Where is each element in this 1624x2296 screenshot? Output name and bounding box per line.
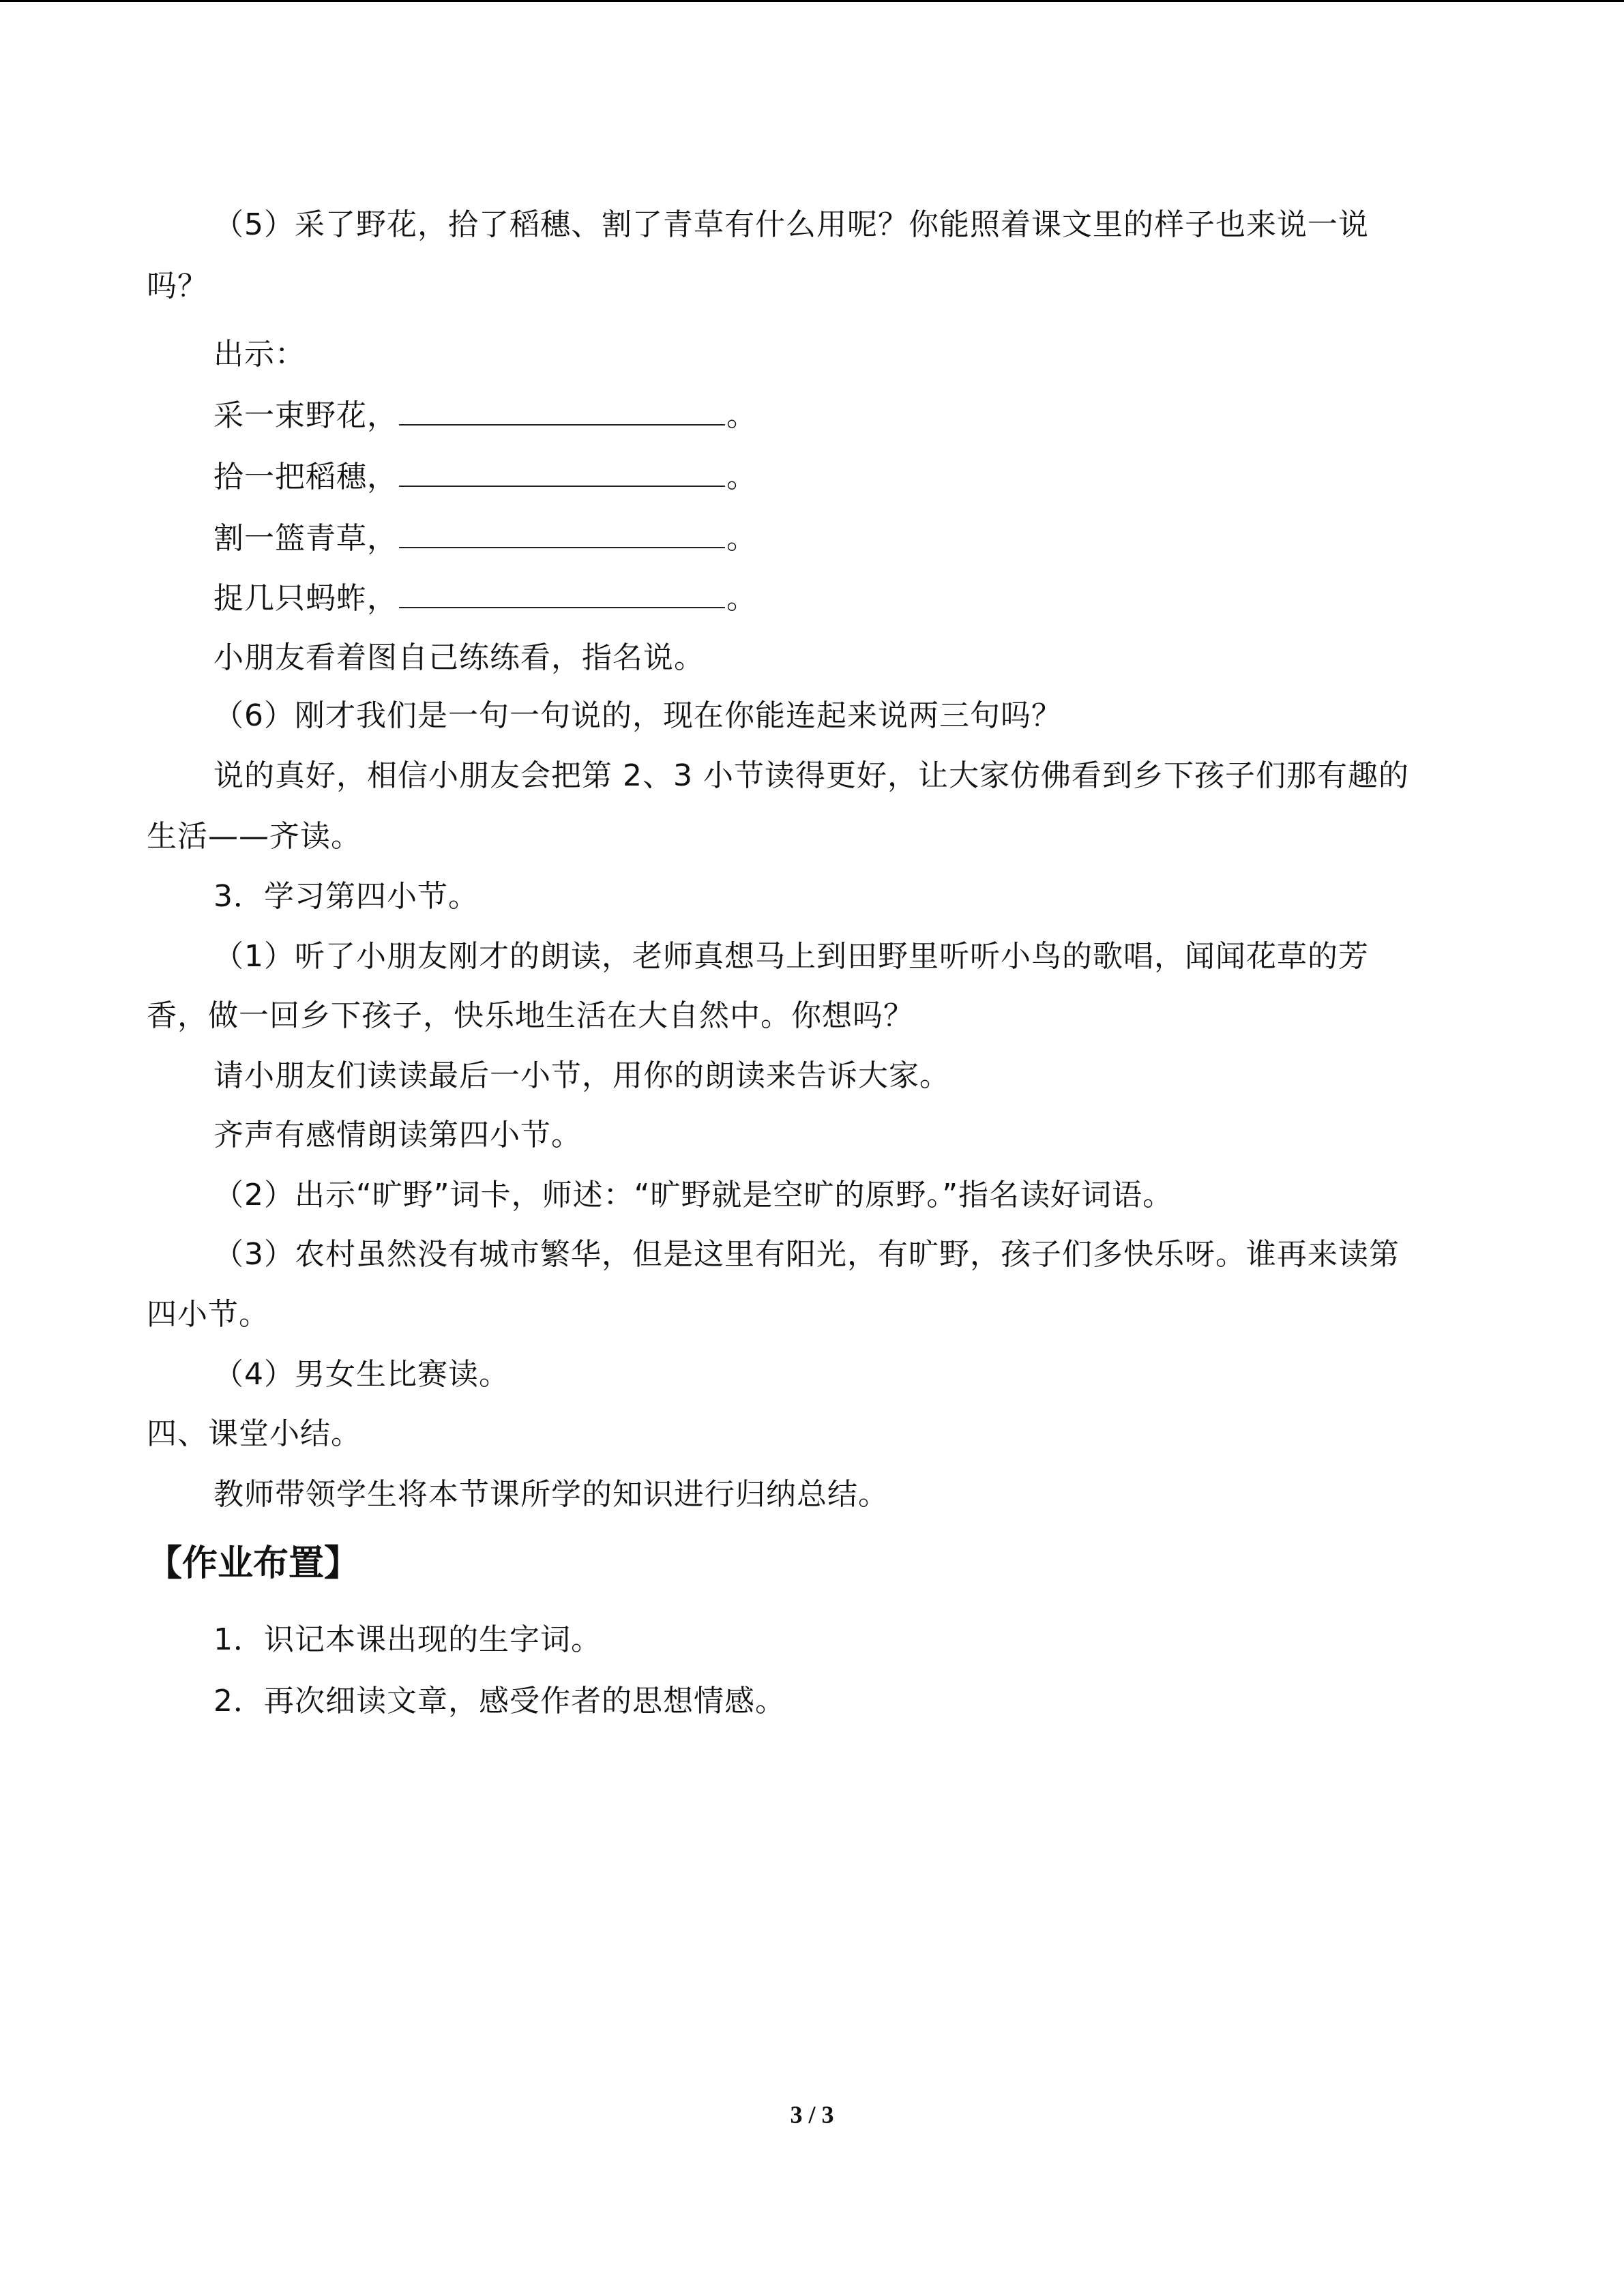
top-border xyxy=(0,0,1624,2)
fill-blank-4-prompt: 捉几只蚂蚱， xyxy=(213,581,398,616)
homework-item-2: 2．再次细读文章，感受作者的思想情感。 xyxy=(213,1684,786,1718)
fill-blank-line xyxy=(399,397,725,426)
section-3-heading: 3．学习第四小节。 xyxy=(213,879,479,914)
fill-blank-line xyxy=(399,458,725,487)
fill-blank-1 xyxy=(213,396,757,436)
fill-blank-1-end: 。 xyxy=(726,398,757,433)
praise-line-1: 说的真好，相信小朋友会把第 2、3 小节读得更好，让大家仿佛看到乡下孩子们那有趣的 xyxy=(213,758,1409,793)
paragraph-question-5-line-2: 吗？ xyxy=(147,269,208,303)
fill-blank-4-end: 。 xyxy=(726,581,757,616)
chorus-reading: 齐声有感情朗读第四小节。 xyxy=(213,1118,582,1152)
page-number: 3 / 3 xyxy=(790,2101,834,2128)
fill-blank-2-end: 。 xyxy=(726,460,757,494)
section-3-question-1-line-2: 香，做一回乡下孩子，快乐地生活在大自然中。你想吗？ xyxy=(147,998,914,1033)
practice-instruction: 小朋友看着图自己练练看，指名说。 xyxy=(213,640,705,675)
question-6: （6）刚才我们是一句一句说的，现在你能连起来说两三句吗？ xyxy=(213,698,1062,733)
fill-blank-4 xyxy=(213,578,757,619)
section-3-question-4: （4）男女生比赛读。 xyxy=(213,1357,510,1392)
summary-text: 教师带领学生将本节课所学的知识进行归纳总结。 xyxy=(213,1477,889,1512)
part-4-heading: 四、课堂小结。 xyxy=(147,1416,361,1451)
fill-blank-3-end: 。 xyxy=(726,521,757,556)
homework-item-1: 1．识记本课出现的生字词。 xyxy=(213,1622,602,1657)
section-3-question-2: （2）出示“旷野”词卡，师述：“旷野就是空旷的原野。”指名读好词语。 xyxy=(213,1178,1174,1212)
fill-blank-line xyxy=(399,580,725,608)
homework-heading: 【作业布置】 xyxy=(147,1543,360,1584)
section-3-question-1-line-1: （1）听了小朋友刚才的朗读，老师真想马上到田野里听听小鸟的歌唱，闻闻花草的芳 xyxy=(213,939,1369,974)
fill-blank-3-prompt: 割一篮青草， xyxy=(213,521,398,556)
paragraph-question-5-line-1: （5）采了野花，拾了稻穗、割了青草有什么用呢？你能照着课文里的样子也来说一说 xyxy=(213,207,1369,242)
invite-reading: 请小朋友们读读最后一小节，用你的朗读来告诉大家。 xyxy=(213,1058,950,1093)
fill-blank-3 xyxy=(213,518,757,559)
show-label: 出示： xyxy=(213,337,306,372)
fill-blank-1-prompt: 采一束野花， xyxy=(213,398,398,433)
praise-line-2: 生活——齐读。 xyxy=(147,819,361,854)
section-3-question-3-line-2: 四小节。 xyxy=(147,1297,269,1332)
section-3-question-3-line-1: （3）农村虽然没有城市繁华，但是这里有阳光，有旷野，孩子们多快乐呀。谁再来读第 xyxy=(213,1237,1400,1272)
fill-blank-2-prompt: 拾一把稻穗， xyxy=(213,460,398,494)
fill-blank-2 xyxy=(213,457,757,498)
fill-blank-line xyxy=(399,520,725,548)
